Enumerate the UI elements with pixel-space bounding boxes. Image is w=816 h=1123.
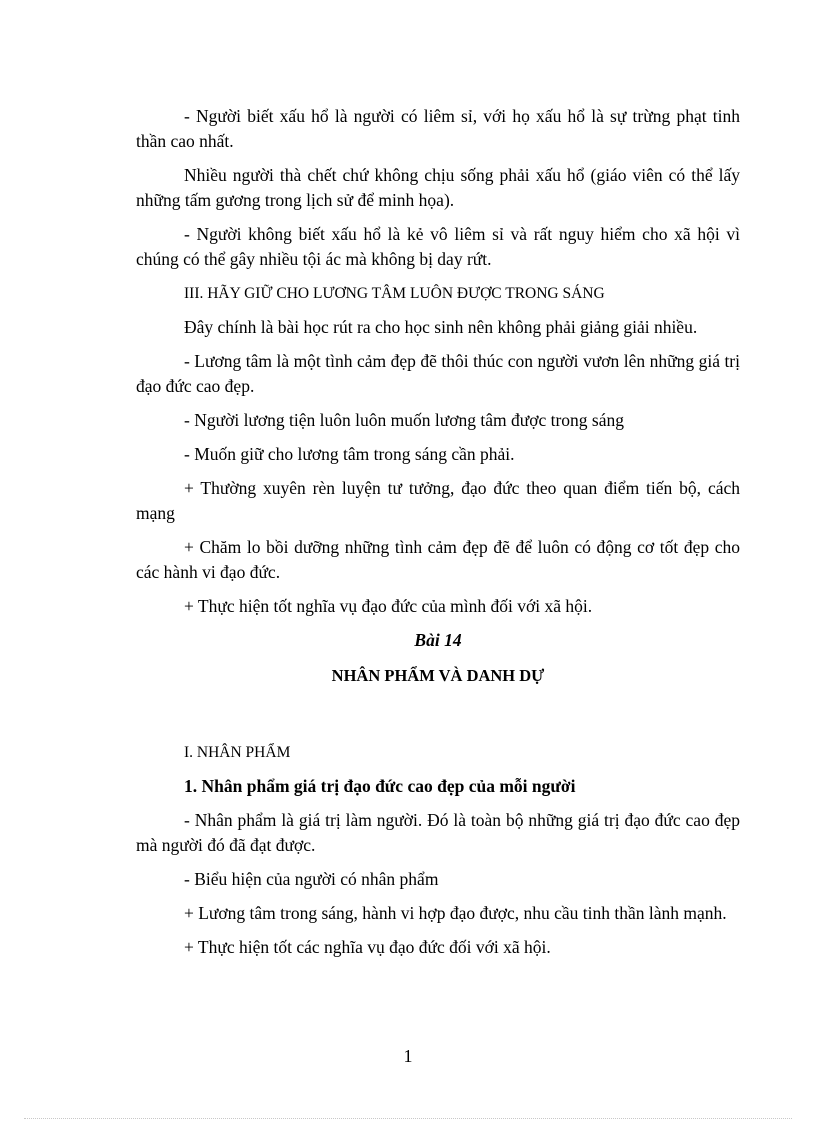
paragraph: - Muốn giữ cho lương tâm trong sáng cần phải.	[184, 444, 515, 464]
section-heading: III. HÃY GIỮ CHO LƯƠNG TÂM LUÔN ĐƯỢC TRONG SÁNG	[184, 285, 605, 302]
paragraph: - Người lương tiện luôn luôn muốn lương tâm được trong sáng	[184, 410, 624, 430]
paragraph: - Biểu hiện của người có nhân phẩm	[184, 869, 439, 889]
paragraph: - Người không biết xấu hổ là kẻ vô liêm sỉ và rất nguy hiểm cho xã hội vì chúng có thể gây nhiều tội ác mà không bị day rứt.	[136, 224, 740, 269]
paragraph: + Chăm lo bồi dưỡng những tình cảm đẹp đẽ để luôn có động cơ tốt đẹp cho các hành vi đạo đức.	[136, 537, 740, 582]
paragraph: Đây chính là bài học rút ra cho học sinh nên không phải giảng giải nhiều.	[184, 317, 698, 337]
paragraph: + Thường xuyên rèn luyện tư tưởng, đạo đức theo quan điểm tiến bộ, cách mạng	[136, 478, 740, 523]
subsection-heading: 1. Nhân phẩm giá trị đạo đức cao đẹp của mỗi người	[184, 776, 576, 796]
lesson-title: NHÂN PHẨM VÀ DANH DỰ	[331, 666, 545, 685]
page-content	[136, 104, 740, 969]
page-bottom-divider	[24, 1118, 792, 1119]
paragraph: + Lương tâm trong sáng, hành vi hợp đạo được, nhu cầu tinh thần lành mạnh.	[184, 903, 727, 923]
page-number: 1	[403, 1046, 413, 1066]
lesson-number: Bài 14	[414, 630, 462, 650]
paragraph: - Người biết xấu hổ là người có liêm sỉ, với họ xấu hổ là sự trừng phạt tinh thần cao nhất.	[136, 106, 740, 151]
paragraph: Nhiều người thà chết chứ không chịu sống phải xấu hổ (giáo viên có thể lấy những tấm gương trong lịch sử để minh họa).	[136, 165, 740, 210]
paragraph: + Thực hiện tốt nghĩa vụ đạo đức của mình đối với xã hội.	[184, 596, 593, 616]
section-heading: I. NHÂN PHẨM	[184, 744, 291, 761]
paragraph: + Thực hiện tốt các nghĩa vụ đạo đức đối với xã hội.	[184, 937, 551, 957]
paragraph: - Lương tâm là một tình cảm đẹp đẽ thôi thúc con người vươn lên những giá trị đạo đức cao đẹp.	[136, 351, 740, 396]
paragraph: - Nhân phẩm là giá trị làm người. Đó là toàn bộ những giá trị đạo đức cao đẹp mà người đó đã đạt được.	[136, 810, 740, 855]
